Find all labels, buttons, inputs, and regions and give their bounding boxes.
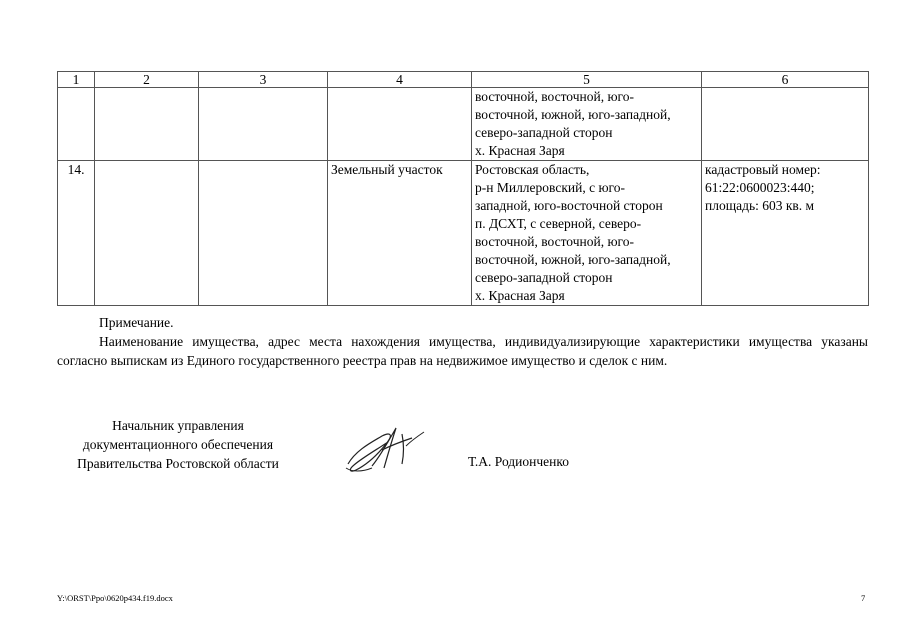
footer-file-path: Y:\ORST\Ppo\0620p434.f19.docx — [57, 593, 173, 603]
signatory-position — [58, 416, 298, 473]
position-line: Начальник управления — [112, 418, 244, 433]
header-cell-6: 6 — [702, 72, 869, 88]
address-line: п. ДСХТ, с северной, северо- — [475, 216, 642, 231]
note-title: Примечание. — [99, 315, 174, 330]
characteristic-line: площадь: 603 кв. м — [705, 198, 815, 213]
table-row — [58, 161, 869, 306]
header-cell-4: 4 — [328, 72, 472, 88]
header-cell-3: 3 — [199, 72, 328, 88]
characteristic-line: 61:22:0600023:440; — [705, 180, 815, 195]
page-number: 7 — [861, 593, 866, 603]
address-line: х. Красная Заря — [475, 288, 565, 303]
table-row — [58, 88, 869, 161]
address-line: восточной, восточной, юго- — [475, 89, 634, 104]
row-property-name: Земельный участок — [328, 161, 472, 306]
row-cell-2 — [95, 161, 199, 306]
characteristic-line: кадастровый номер: — [705, 162, 821, 177]
address-line: северо-западной сторон — [475, 270, 613, 285]
property-table — [57, 71, 869, 306]
address-line: Ростовская область, — [475, 162, 590, 177]
row-cell-2 — [95, 88, 199, 161]
header-cell-1: 1 — [58, 72, 95, 88]
address-line: р-н Миллеровский, с юго- — [475, 180, 625, 195]
row-cell-4 — [328, 88, 472, 161]
header-cell-2: 2 — [95, 72, 199, 88]
handwritten-signature — [342, 420, 432, 480]
row-number — [58, 88, 95, 161]
address-line: северо-западной сторон — [475, 125, 613, 140]
row-cell-3 — [199, 161, 328, 306]
address-line: восточной, южной, юго-западной, — [475, 107, 671, 122]
note-body: Наименование имущества, адрес места нахождения имущества, индивидуализирующие характеристики имущества указаны согласно выпискам из Единого государственного реестра прав на недвижимое имущество и сделок с ним. — [57, 334, 868, 368]
table-header-row — [58, 72, 869, 88]
signatory-name: Т.А. Родионченко — [468, 454, 569, 469]
address-line: западной, юго-восточной сторон — [475, 198, 663, 213]
row-address-cell — [472, 88, 702, 161]
row-address-cell — [472, 161, 702, 306]
row-characteristics-cell — [702, 161, 869, 306]
address-line: восточной, восточной, юго- — [475, 234, 634, 249]
address-line: х. Красная Заря — [475, 143, 565, 158]
position-line: документационного обеспечения — [82, 437, 274, 452]
address-line: восточной, южной, юго-западной, — [475, 252, 671, 267]
row-number: 14. — [58, 161, 95, 306]
row-cell-3 — [199, 88, 328, 161]
position-line: Правительства Ростовской области — [77, 456, 279, 471]
header-cell-5: 5 — [472, 72, 702, 88]
row-characteristics-cell — [702, 88, 869, 161]
